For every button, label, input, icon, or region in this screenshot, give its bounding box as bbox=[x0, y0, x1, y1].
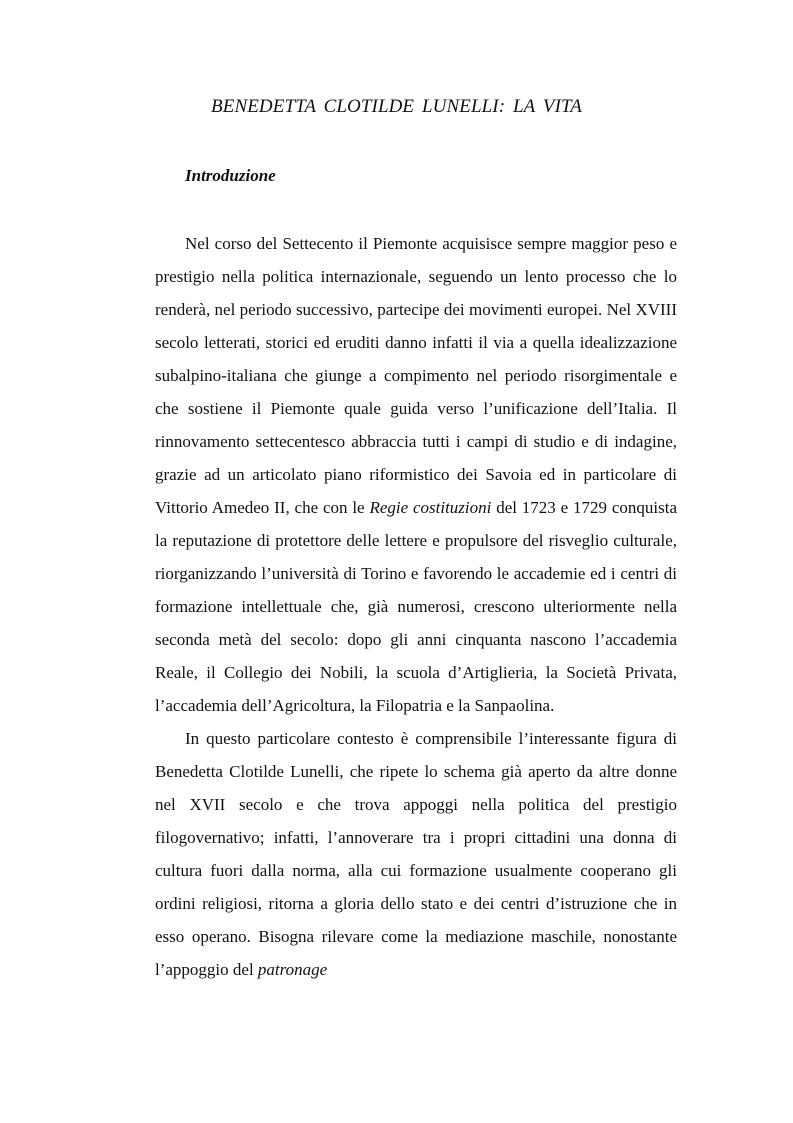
section-heading: Introduzione bbox=[185, 166, 276, 185]
document-page bbox=[155, 0, 677, 1123]
paragraph-2-text-a: In questo particolare contesto è comprensibile l’interessante figura di Benedetta Clotilde Lunelli, che ripete lo schema già aperto da altre donne nel XVII secolo e che trova appoggi nella politica del prestigio filogovernativo; infatti, l’annoverare tra i propri cittadini una donna di cultura fuori dalla norma, alla cui formazione usualmente cooperano gli ordini religiosi, ritorna a gloria dello stato e dei centri d’istruzione che in esso operano. Bisogna rilevare come la mediazione maschile, nonostante l’appoggio del bbox=[155, 729, 677, 979]
document-body bbox=[155, 227, 677, 986]
paragraph-2-italic: patronage bbox=[257, 960, 328, 979]
document-title: BENEDETTA CLOTILDE LUNELLI: LA VITA bbox=[211, 96, 582, 117]
paragraph-1-text-a: Nel corso del Settecento il Piemonte acquisisce sempre maggior peso e prestigio nella politica internazionale, seguendo un lento processo che lo renderà, nel periodo successivo, partecipe dei movimenti europei. Nel XVIII secolo letterati, storici ed eruditi danno infatti il via a quella idealizzazione subalpino-italiana che giunge a compimento nel periodo risorgimentale e che sostiene il Piemonte quale guida verso l’unificazione dell’Italia. Il rinnovamento settecentesco abbraccia tutti i campi di studio e di indagine, grazie ad un articolato piano riformistico dei Savoia ed in particolare di Vittorio Amedeo II, che con le bbox=[155, 234, 677, 517]
paragraph-1 bbox=[155, 227, 677, 722]
paragraph-1-text-b: del 1723 e 1729 conquista la reputazione di protettore delle lettere e propulsore del risveglio culturale, riorganizzando l’università di Torino e favorendo le accademie ed i centri di formazione intellettuale che, già numerosi, crescono ulteriormente nella seconda metà del secolo: dopo gli anni cinquanta nascono l’accademia Reale, il Collegio dei Nobili, la scuola d’Artiglieria, la Società Privata, l’accademia dell’Agricoltura, la Filopatria e la Sanpaolina. bbox=[155, 498, 678, 715]
paragraph-1-italic: Regie costituzioni bbox=[369, 498, 492, 517]
paragraph-2 bbox=[155, 722, 677, 986]
